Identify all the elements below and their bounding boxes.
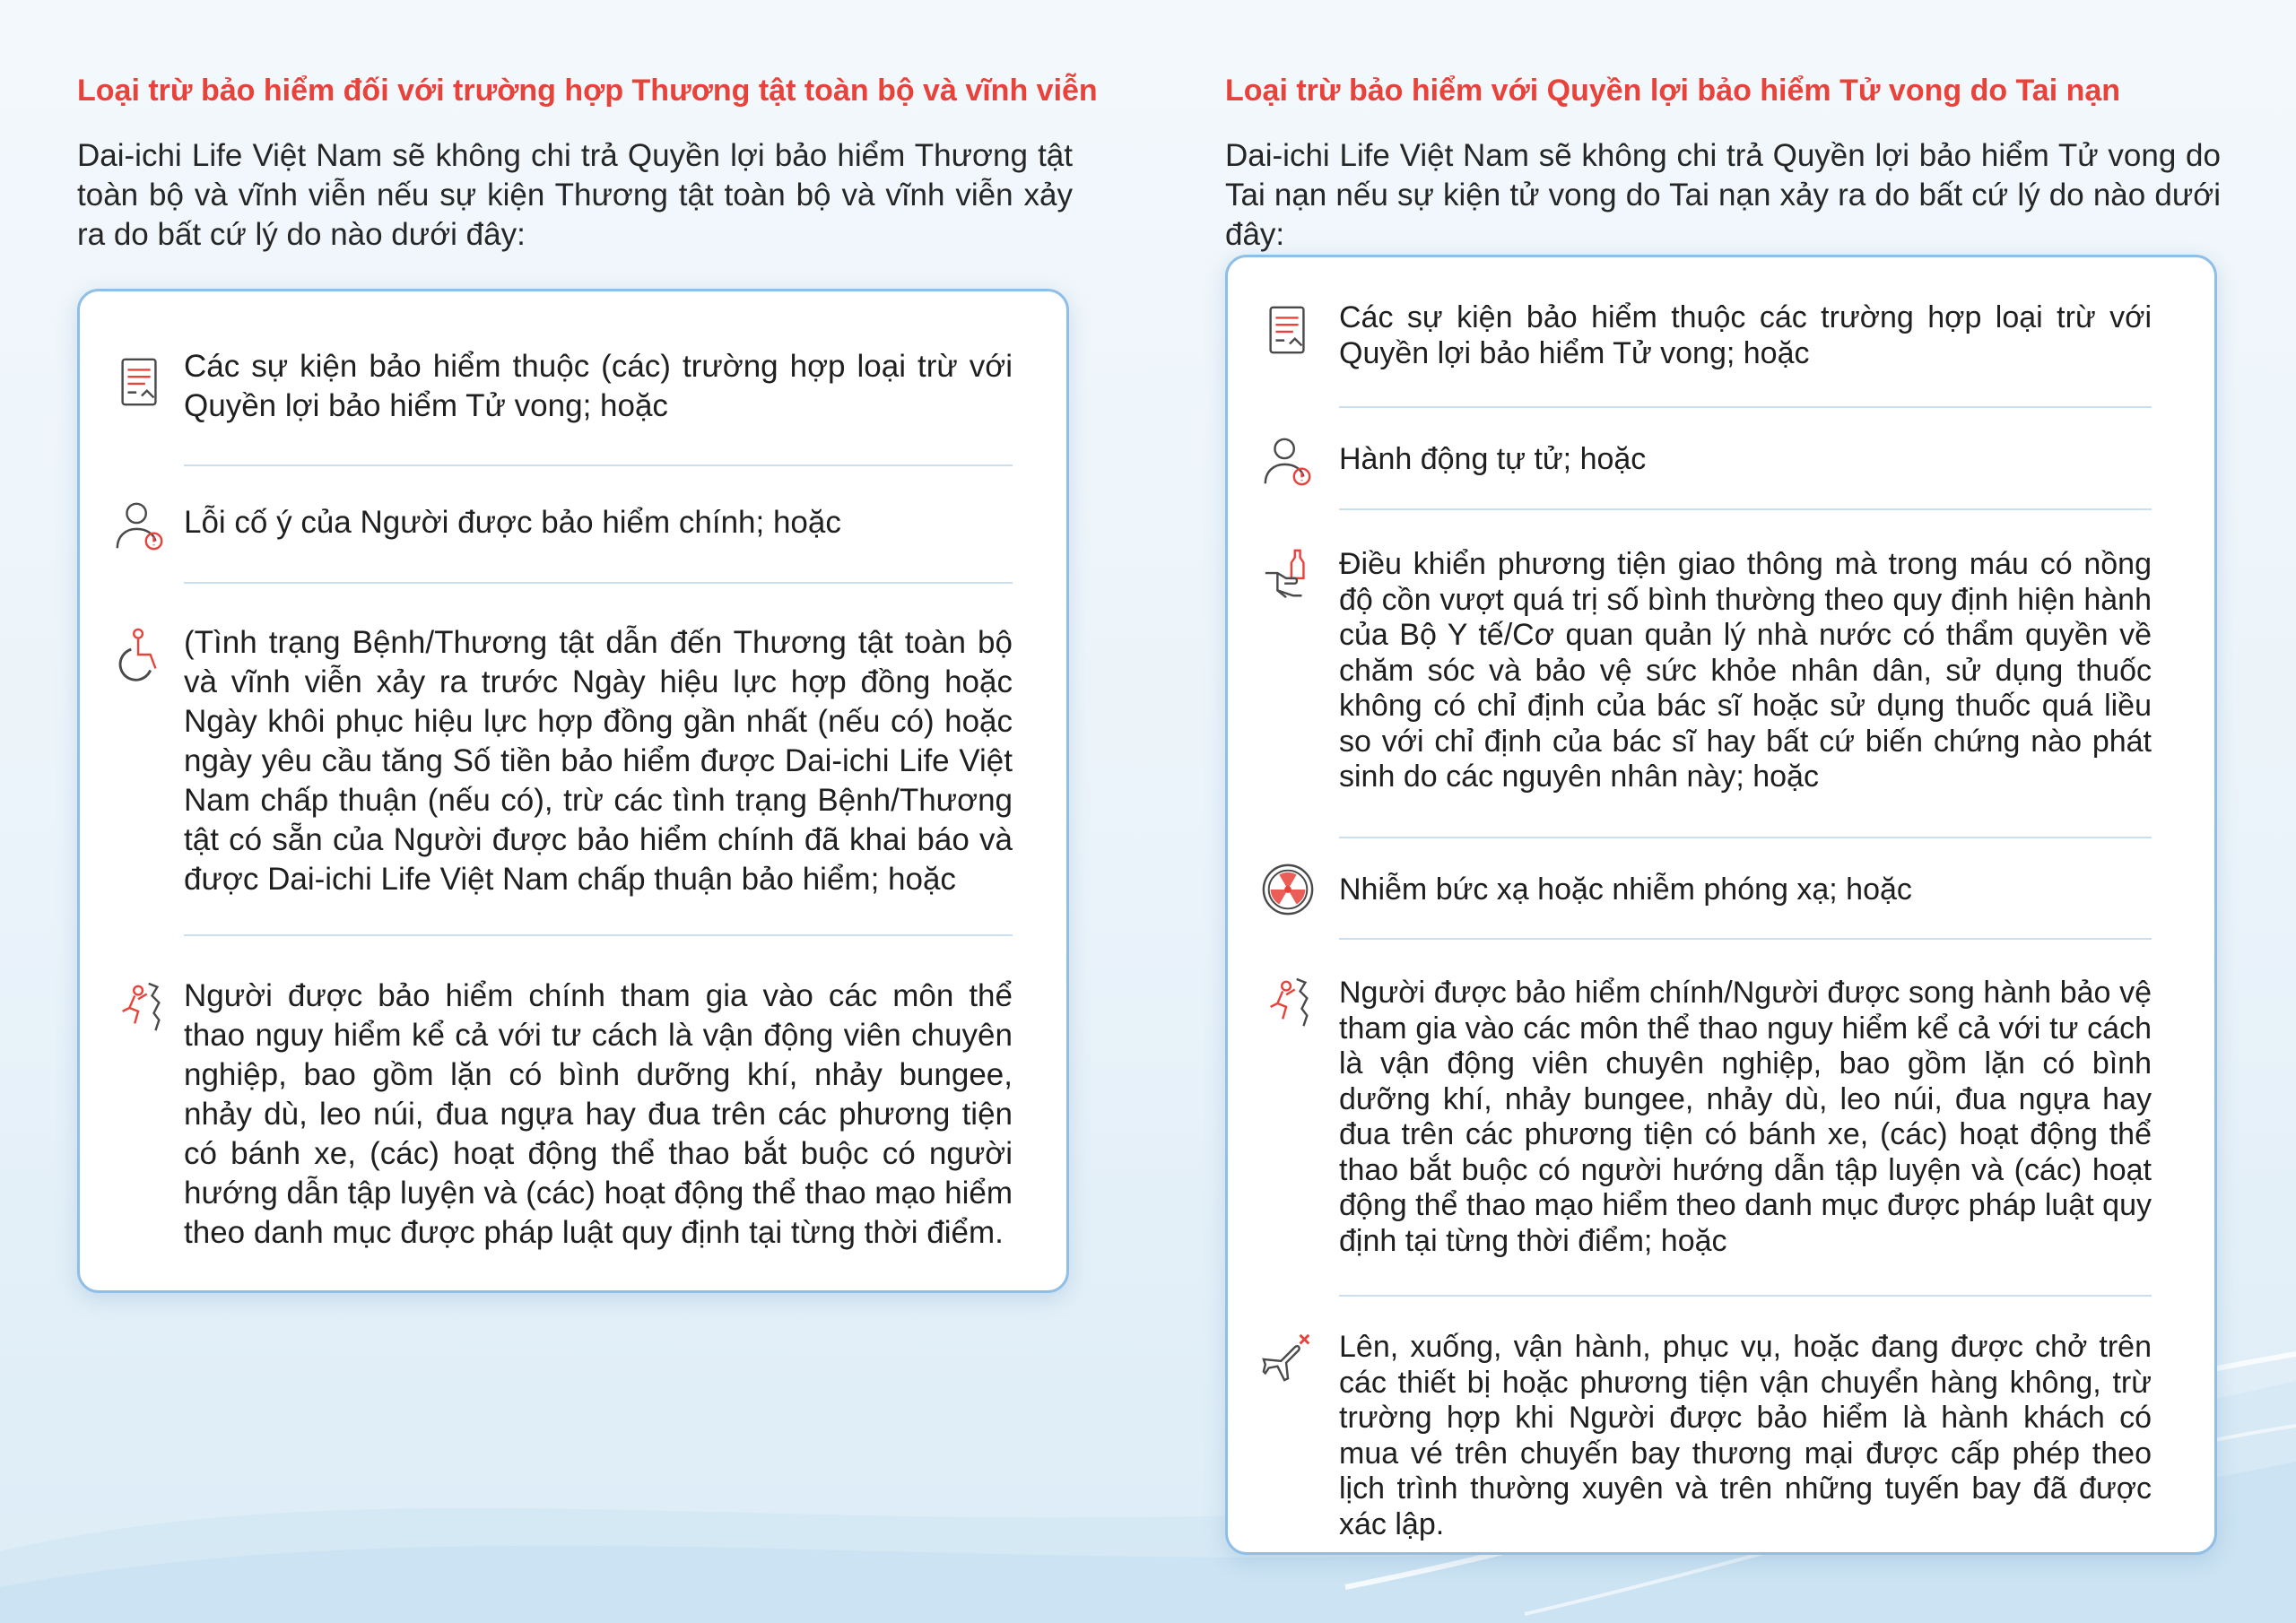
divider [1339,938,2152,940]
section-intro: Dai-ichi Life Việt Nam sẽ không chi trả Quyền lợi bảo hiểm Tử vong do Tai nạn nếu sự kiện tử vong do Tai nạn xảy ra do bất cứ lý do nào dưới đây: [1225,138,2221,252]
climbing-icon [112,980,168,1036]
exclusion-text: Hành động tự tử; hoặc [1339,442,1647,476]
person-warning-icon [1260,433,1316,489]
person-warning-icon [112,498,168,553]
section-heading: Loại trừ bảo hiểm đối với trường hợp Thương tật toàn bộ và vĩnh viễn [77,74,1098,108]
divider [184,464,1013,466]
section-intro: Dai-ichi Life Việt Nam sẽ không chi trả Quyền lợi bảo hiểm Thương tật toàn bộ và vĩnh viễn nếu sự kiện Thương tật toàn bộ và vĩnh viễn xảy ra do bất cứ lý do nào dưới đây: [77,138,1073,252]
exclusion-text: Người được bảo hiểm chính tham gia vào các môn thể thao nguy hiểm kể cả với tư cách là vận động viên chuyên nghiệp, bao gồm lặn có bình dưỡng khí, nhảy bungee, nhảy dù, leo núi, đua ngựa hay đua trên các phương tiện có bánh xe, (các) hoạt động thể thao bắt buộc có người hướng dẫn tập luyện và (các) hoạt động thể thao mạo hiểm theo danh mục được pháp luật quy định tại từng thời điểm. [184,978,1013,1250]
divider [1339,508,2152,510]
wheelchair-icon [112,627,168,682]
exclusion-text: Người được bảo hiểm chính/Người được song hành bảo vệ tham gia vào các môn thể thao nguy hiểm kể cả với tư cách là vận động viên chuyên nghiệp, bao gồm lặn có bình dưỡng khí, nhảy bungee, nhảy dù, leo núi, đua ngựa hay đua trên các phương tiện có bánh xe, (các) hoạt động thể thao bắt buộc có người hướng dẫn tập luyện và (các) hoạt động thể thao mạo hiểm theo danh mục được pháp luật quy định tại từng thời điểm; hoặc [1339,976,2152,1258]
exclusion-text: Nhiễm bức xạ hoặc nhiễm phóng xạ; hoặc [1339,872,1912,907]
airplane-cancel-icon [1260,1330,1316,1385]
divider [1339,406,2152,408]
exclusion-text: Điều khiển phương tiện giao thông mà trong máu có nồng độ cồn vượt quá trị số bình thường theo quy định hiện hành của Bộ Y tế/Cơ quan quản lý nhà nước có thẩm quyền về chăm sóc và bảo vệ sức khỏe nhân dân, sử dụng thuốc không có chỉ định của bác sĩ hoặc sử dụng thuốc quá liều so với chỉ định của bác sĩ hay bất cứ biến chứng nào phát sinh do các nguyên nhân này; hoặc [1339,547,2152,794]
radiation-icon [1260,862,1316,917]
divider [184,934,1013,936]
divider [1339,1295,2152,1297]
exclusion-text: Lên, xuống, vận hành, phục vụ, hoặc đang được chở trên các thiết bị hoặc phương tiện vận chuyển hàng không, trừ trường hợp khi Người được bảo hiểm là hành khách có mua vé trên chuyến bay thương mại được cấp phép theo lịch trình thường xuyên và trên những tuyến bay đã được xác lập. [1339,1330,2152,1541]
climbing-icon [1260,976,1316,1031]
exclusion-text: (Tình trạng Bệnh/Thương tật dẫn đến Thương tật toàn bộ và vĩnh viễn xảy ra trước Ngày hiệu lực hợp đồng hoặc Ngày khôi phục hiệu lực hợp đồng gần nhất (nếu có) hoặc ngày yêu cầu tăng Số tiền bảo hiểm được Dai-ichi Life Việt Nam chấp thuận (nếu có), trừ các tình trạng Bệnh/Thương tật có sẵn của Người được bảo hiểm chính đã khai báo và được Dai-ichi Life Việt Nam chấp thuận bảo hiểm; hoặc [184,625,1013,897]
exclusion-text: Các sự kiện bảo hiểm thuộc (các) trường hợp loại trừ với Quyền lợi bảo hiểm Tử vong; hoặc [184,349,1013,423]
exclusion-text: Các sự kiện bảo hiểm thuộc các trường hợp loại trừ với Quyền lợi bảo hiểm Tử vong; hoặc [1339,300,2152,370]
divider [184,582,1013,584]
divider [1339,837,2152,838]
alcohol-hand-icon [1260,547,1316,603]
section-heading: Loại trừ bảo hiểm với Quyền lợi bảo hiểm Tử vong do Tai nạn [1225,74,2121,108]
exclusion-text: Lỗi cố ý của Người được bảo hiểm chính; hoặc [184,505,841,540]
document-icon [112,354,168,410]
document-icon [1260,302,1316,358]
exclusions-card [77,289,1069,1293]
exclusions-card [1225,255,2217,1555]
